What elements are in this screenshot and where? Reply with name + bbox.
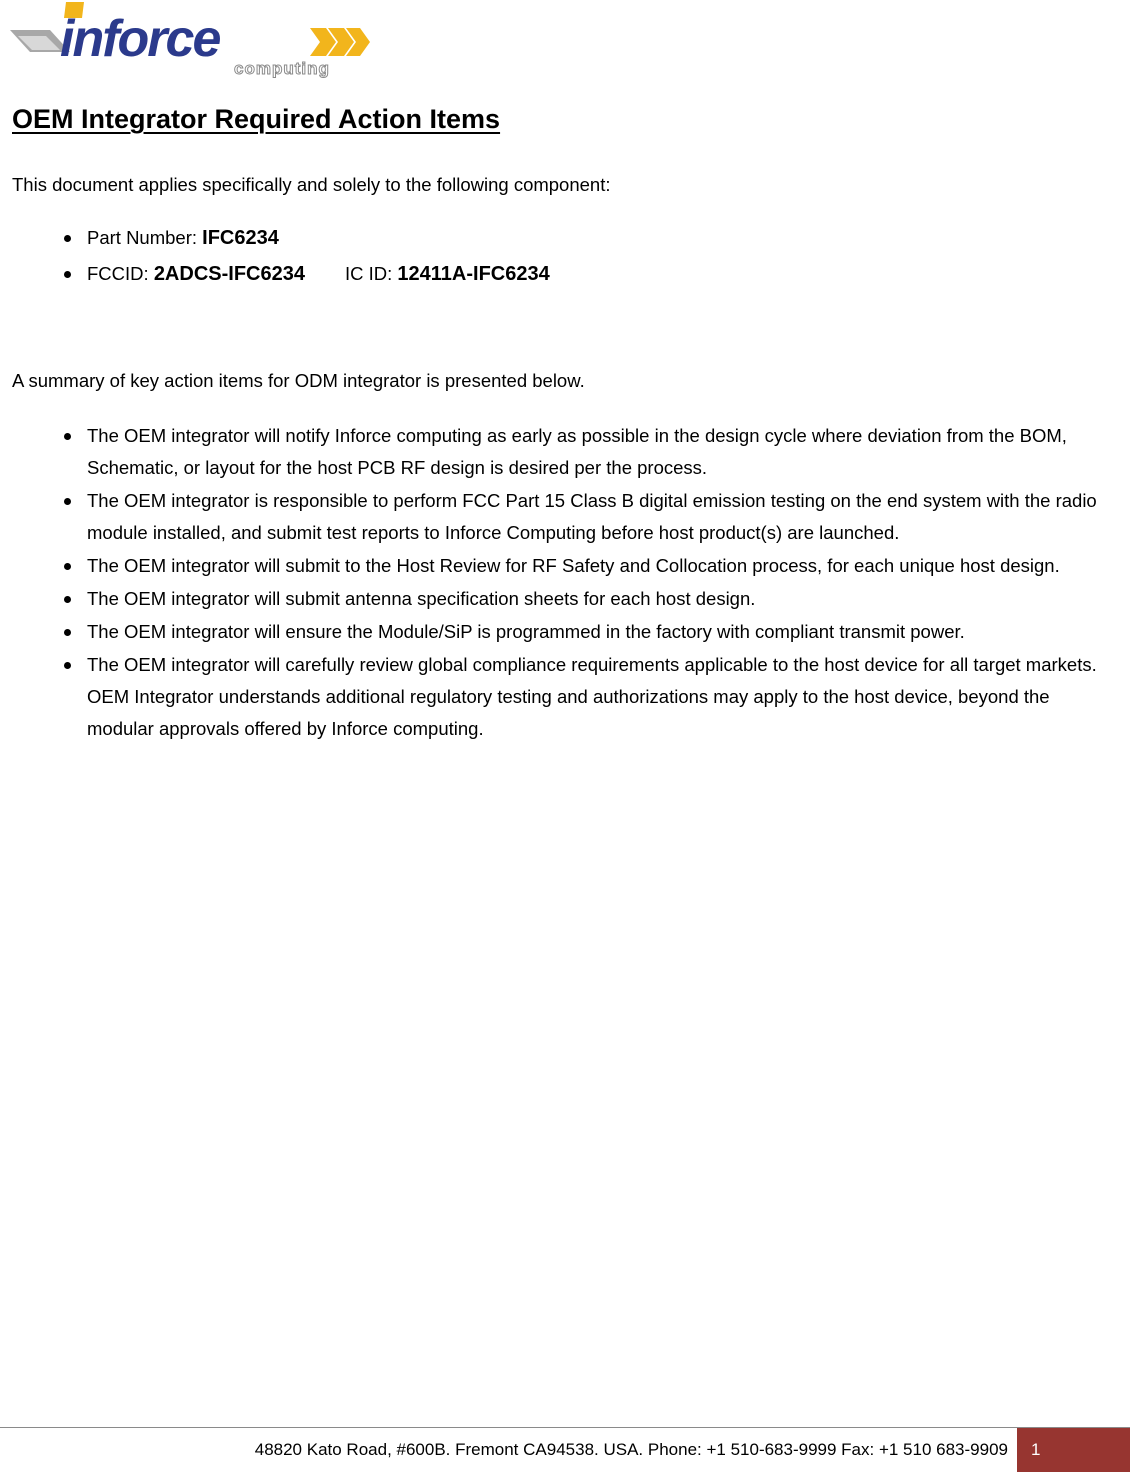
action-item-text: The OEM integrator will notify Inforce computing as early as possible in the design cycle where deviation from the BOM, Schematic, or layout for the host PCB RF design is desired per the process. [87, 425, 1067, 478]
logo-wordmark: inforce [60, 10, 220, 68]
list-item [0, 485, 1128, 549]
list-item [0, 222, 900, 254]
page-number: 1 [1017, 1428, 1130, 1472]
list-item [0, 583, 1128, 615]
action-item-text: The OEM integrator will ensure the Module/SiP is programmed in the factory with compliant transmit power. [87, 621, 965, 642]
icid-label: IC ID: [344, 263, 398, 284]
list-item [0, 616, 1128, 648]
list-item [0, 550, 1128, 582]
list-item [0, 649, 1128, 745]
summary-text: A summary of key action items for ODM integrator is presented below. [12, 370, 585, 391]
inforce-logo [10, 0, 370, 80]
action-item-text: The OEM integrator will submit to the Host Review for RF Safety and Collocation process, for each unique host design. [87, 555, 1060, 576]
fccid-label: FCCID: [87, 263, 154, 284]
action-item-list [0, 420, 1128, 746]
part-number-label: Part Number: [87, 227, 203, 248]
page-title: OEM Integrator Required Action Items [12, 104, 501, 134]
part-number-value: IFC6234 [202, 227, 279, 249]
fccid-value: 2ADCS-IFC6234 [153, 263, 305, 285]
action-item-text: The OEM integrator will carefully review global compliance requirements applicable to the host device for all target markets. OEM Integrator understands additional regulatory testing and authorizations may apply to the host device, beyond the modular approvals offered by Inforce computing. [87, 654, 1097, 739]
action-item-text: The OEM integrator will submit antenna specification sheets for each host design. [87, 588, 756, 609]
footer-address: 48820 Kato Road, #600B. Fremont CA94538. USA. Phone: +1 510-683-9999 Fax: +1 510 683-9909 [254, 1440, 1008, 1459]
icid-value: 12411A-IFC6234 [397, 263, 550, 285]
action-item-text: The OEM integrator is responsible to perform FCC Part 15 Class B digital emission testing on the end system with the radio module installed, and submit test reports to Inforce Computing before host product(s) are launched. [87, 490, 1097, 543]
logo-subtext: computing [234, 59, 330, 78]
list-item [0, 420, 1128, 484]
list-item [0, 258, 900, 290]
component-list [0, 222, 900, 290]
intro-text: This document applies specifically and solely to the following component: [12, 174, 611, 195]
